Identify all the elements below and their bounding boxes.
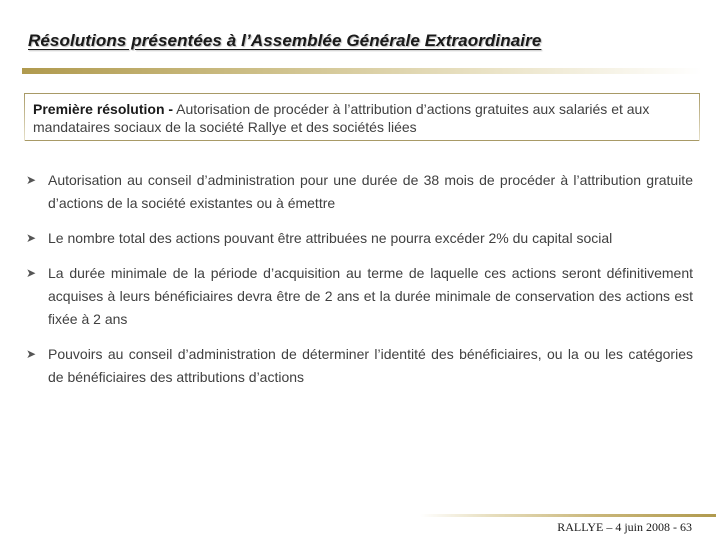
footer-divider (420, 514, 716, 517)
bullet-text: La durée minimale de la période d’acquisition au terme de laquelle ces actions seront définitivement acquises à leurs bénéficiaires devra être de 2 ans et la durée minimale de conservation des actions est fixée à 2 ans (48, 265, 693, 327)
resolution-heading: Première résolution - (33, 101, 174, 117)
bullet-list (26, 169, 693, 389)
list-item (26, 227, 693, 250)
bullet-text: Le nombre total des actions pouvant être attribuées ne pourra excéder 2% du capital social (48, 230, 613, 246)
arrow-bullet-icon: ➤ (26, 347, 37, 361)
list-item (26, 262, 693, 331)
resolution-description: Autorisation de procéder à l’attribution d’actions gratuites aux salariés et aux mandataires sociaux de la société Rallye et des sociétés liées (33, 101, 650, 135)
bullet-text: Autorisation au conseil d’administration pour une durée de 38 mois de procéder à l’attribution gratuite d’actions de la société existantes ou à émettre (48, 172, 693, 211)
list-item (26, 343, 693, 389)
arrow-bullet-icon: ➤ (26, 231, 37, 245)
page-title: Résolutions présentées à l’Assemblée Générale Extraordinaire (28, 31, 542, 50)
footer-text: RALLYE – 4 juin 2008 - 63 (557, 520, 692, 534)
arrow-bullet-icon: ➤ (26, 266, 37, 280)
title-divider (22, 68, 702, 74)
resolution-text (33, 100, 693, 136)
arrow-bullet-icon: ➤ (26, 173, 37, 187)
bullet-text: Pouvoirs au conseil d’administration de déterminer l’identité des bénéficiaires, ou la ou les catégories de bénéficiaires des attributions d’actions (48, 346, 693, 385)
resolution-box (24, 93, 700, 141)
list-item (26, 169, 693, 215)
